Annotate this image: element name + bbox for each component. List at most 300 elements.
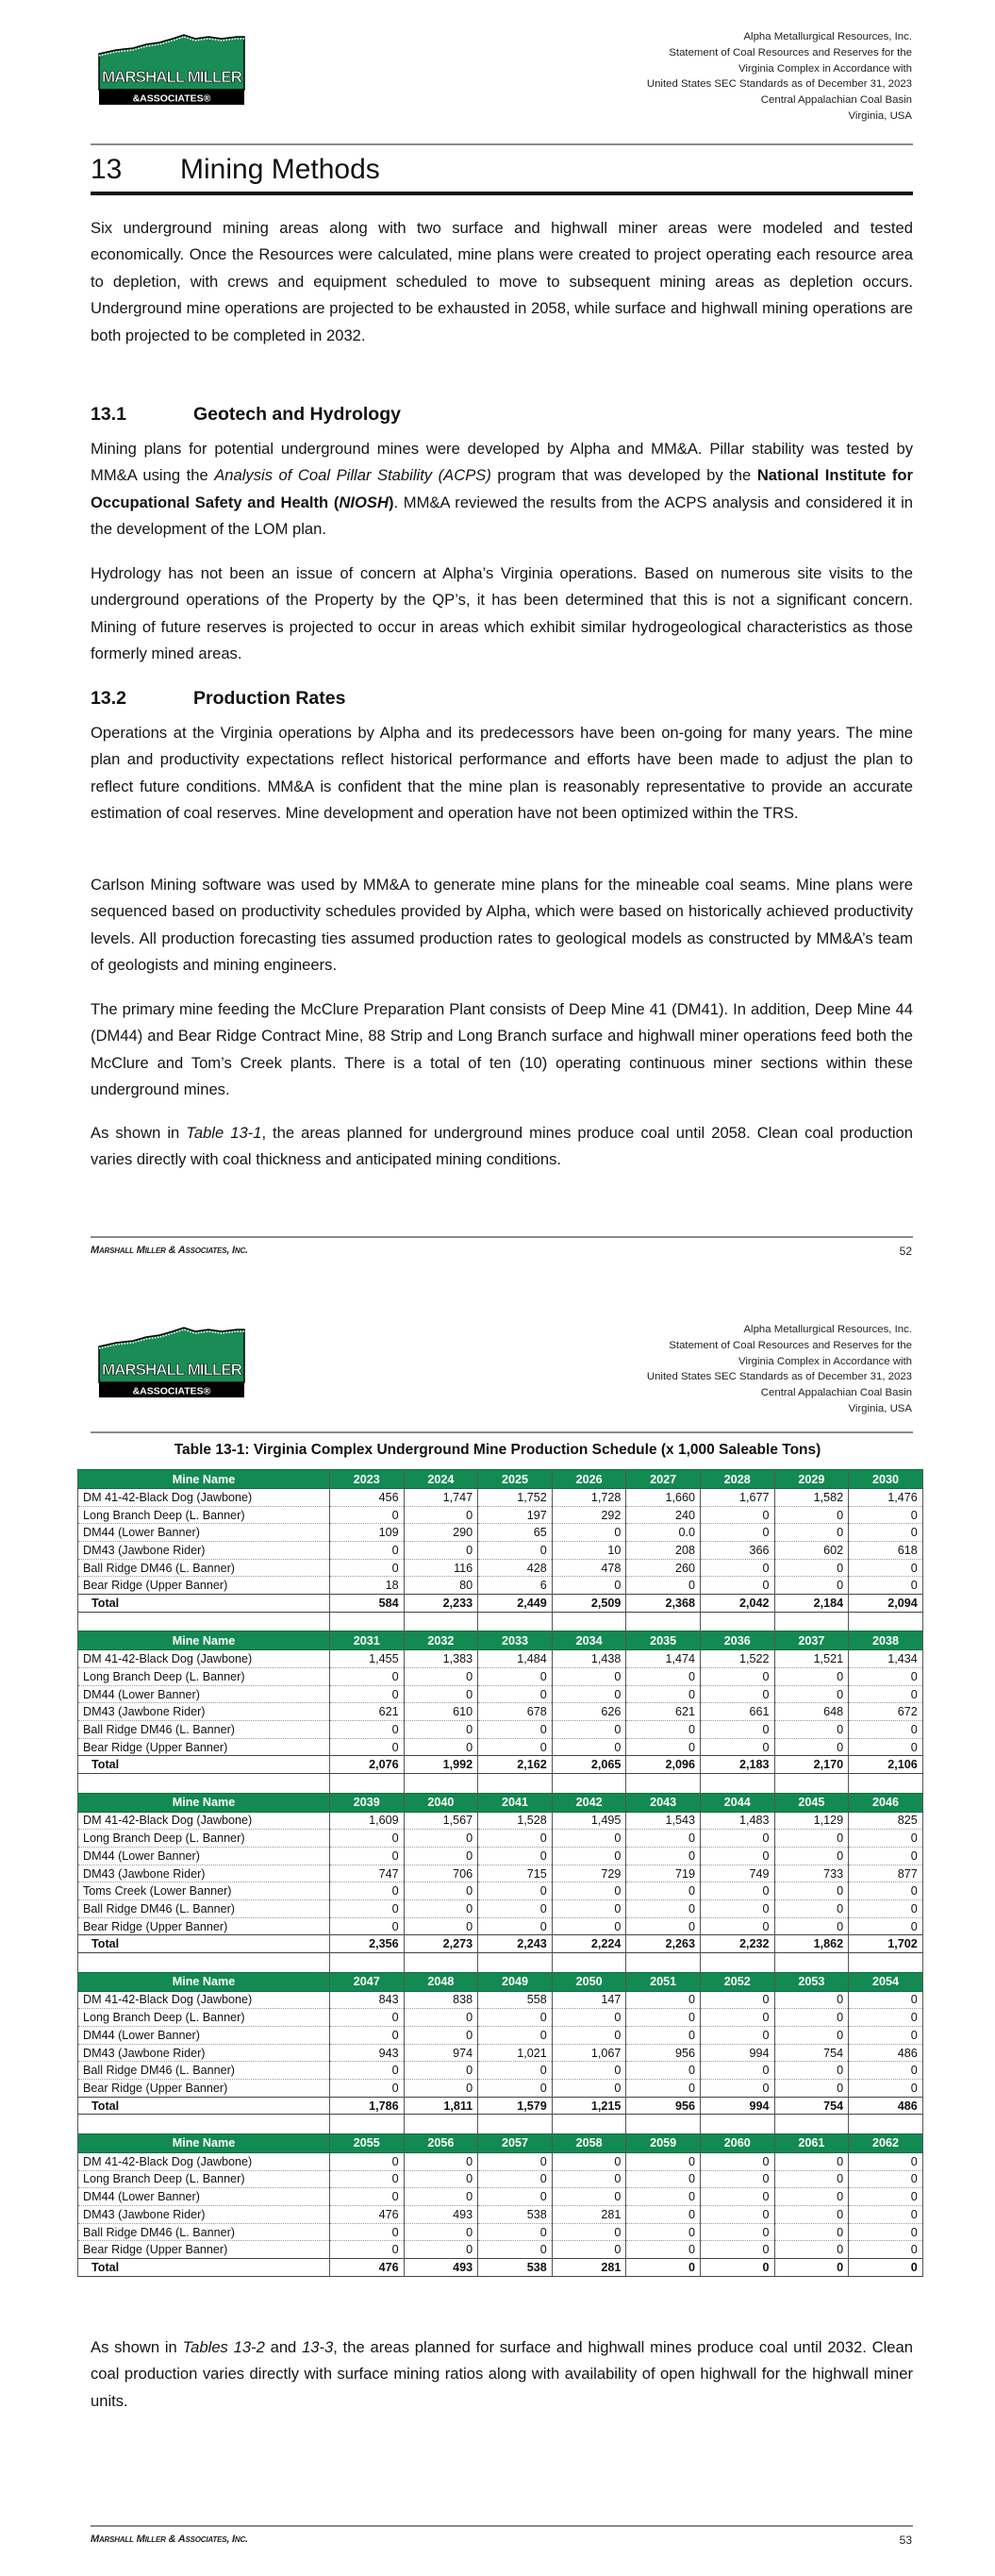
tonnage-cell: 0 xyxy=(552,1668,626,1686)
tonnage-cell: 0 xyxy=(849,2223,923,2241)
column-header-year: 2023 xyxy=(330,1470,405,1489)
tonnage-cell: 0 xyxy=(626,2188,701,2206)
total-cell: 2,224 xyxy=(552,1935,626,1953)
column-header-year: 2053 xyxy=(774,1972,849,1991)
spacer-cell xyxy=(552,2115,626,2134)
table-spacer-row xyxy=(78,1953,923,1973)
tonnage-cell: 1,528 xyxy=(478,1812,553,1830)
tonnage-cell: 0 xyxy=(478,1685,553,1703)
mine-name-cell: DM 41-42-Black Dog (Jawbone) xyxy=(78,1812,330,1830)
text-run: program that was developed by the xyxy=(490,466,757,485)
tonnage-cell: 0 xyxy=(478,2009,553,2027)
page-number: 52 xyxy=(899,1245,912,1258)
tonnage-cell: 18 xyxy=(330,1577,405,1595)
tonnage-cell: 65 xyxy=(478,1524,553,1542)
tonnage-cell: 0 xyxy=(404,2027,478,2045)
total-cell: 0 xyxy=(774,2259,849,2277)
tonnage-cell: 678 xyxy=(478,1703,553,1721)
tonnage-cell: 0 xyxy=(774,1830,849,1848)
tonnage-cell: 0 xyxy=(404,2170,478,2188)
column-header-year: 2046 xyxy=(849,1793,923,1812)
table-total-row xyxy=(78,1595,923,1613)
mine-name-cell: DM 41-42-Black Dog (Jawbone) xyxy=(78,1489,330,1507)
column-header-year: 2032 xyxy=(404,1631,478,1650)
total-cell: 2,042 xyxy=(700,1595,774,1613)
tonnage-cell: 994 xyxy=(700,2044,774,2062)
spacer-cell xyxy=(404,2115,478,2134)
tonnage-cell: 0 xyxy=(849,1524,923,1542)
tonnage-cell: 0 xyxy=(849,2152,923,2170)
tonnage-cell: 0 xyxy=(626,1577,701,1595)
total-cell: 281 xyxy=(552,2259,626,2277)
tonnage-cell: 747 xyxy=(330,1865,405,1882)
production-paragraph-3: The primary mine feeding the McClure Preparation Plant consists of Deep Mine 41 (DM41). In addition, Deep Mine 44 (DM44) and Bear Ridge Contract Mine, 88 Strip and Long Branch surface and highwall miner operations feed both the McClure and Tom’s Creek plants. There is a total of ten (10) operating continuous miner sections within these underground mines. xyxy=(91,1000,913,1099)
tonnage-cell: 0 xyxy=(552,2080,626,2098)
tonnage-cell: 0 xyxy=(626,1685,701,1703)
tonnage-cell: 0 xyxy=(700,1848,774,1865)
table-header-row xyxy=(78,1972,923,1991)
table-reference: Table 13-1 xyxy=(186,1124,262,1142)
total-cell: 1,811 xyxy=(404,2097,478,2115)
tonnage-cell: 80 xyxy=(404,1577,478,1595)
tonnage-cell: 0 xyxy=(774,1685,849,1703)
tonnage-cell: 715 xyxy=(478,1865,553,1882)
tonnage-cell: 0 xyxy=(404,1542,478,1560)
tonnage-cell: 260 xyxy=(626,1559,701,1577)
column-header-year: 2050 xyxy=(552,1972,626,1991)
table-row xyxy=(78,1900,923,1918)
tonnage-cell: 292 xyxy=(552,1506,626,1524)
tonnage-cell: 0 xyxy=(774,1738,849,1756)
tonnage-cell: 0 xyxy=(552,1577,626,1595)
table-row xyxy=(78,1991,923,2009)
tonnage-cell: 240 xyxy=(626,1506,701,1524)
column-header-year: 2044 xyxy=(700,1793,774,1812)
tonnage-cell: 733 xyxy=(774,1865,849,1882)
mine-name-cell: DM 41-42-Black Dog (Jawbone) xyxy=(78,1991,330,2009)
header-line: United States SEC Standards as of December 31, 2023 xyxy=(646,78,912,91)
total-cell: 956 xyxy=(626,2097,701,2115)
tonnage-cell: 0 xyxy=(478,1900,553,1918)
header-line: Virginia Complex in Accordance with xyxy=(738,1355,912,1367)
column-header-year: 2042 xyxy=(552,1793,626,1812)
text-run: As shown in xyxy=(91,1124,187,1142)
column-header-year: 2054 xyxy=(849,1972,923,1991)
tonnage-cell: 0 xyxy=(700,1668,774,1686)
tonnage-cell: 1,728 xyxy=(552,1489,626,1507)
tonnage-cell: 621 xyxy=(330,1703,405,1721)
mine-name-cell: Long Branch Deep (L. Banner) xyxy=(78,1668,330,1686)
column-header-year: 2039 xyxy=(330,1793,405,1812)
tonnage-cell: 197 xyxy=(478,1506,553,1524)
table-header-row xyxy=(78,1470,923,1489)
tonnage-cell: 0 xyxy=(626,2062,701,2080)
report-header-text xyxy=(647,1322,912,1417)
spacer-cell xyxy=(849,1612,923,1631)
spacer-cell xyxy=(626,1953,701,1973)
mine-name-cell: Long Branch Deep (L. Banner) xyxy=(78,1830,330,1848)
tonnage-cell: 10 xyxy=(552,1542,626,1560)
tonnage-cell: 0 xyxy=(626,2241,701,2259)
total-cell: 2,509 xyxy=(552,1595,626,1613)
tonnage-cell: 1,660 xyxy=(626,1489,701,1507)
mine-name-cell: Ball Ridge DM46 (L. Banner) xyxy=(78,1559,330,1577)
tonnage-cell: 0 xyxy=(552,1524,626,1542)
tonnage-cell: 1,434 xyxy=(849,1650,923,1668)
table-row xyxy=(78,1830,923,1848)
tonnage-cell: 0 xyxy=(404,1721,478,1739)
mine-name-cell: Bear Ridge (Upper Banner) xyxy=(78,1917,330,1935)
tonnage-cell: 877 xyxy=(849,1865,923,1882)
table-header-row xyxy=(78,1631,923,1650)
spacer-cell xyxy=(78,1774,330,1794)
spacer-cell xyxy=(78,1953,330,1973)
tonnage-cell: 478 xyxy=(552,1559,626,1577)
text-run: . MM&A reviewed the results from the ACPS analysis and considered it in the development of the LOM plan. xyxy=(91,493,913,539)
tonnage-cell: 0 xyxy=(404,1848,478,1865)
spacer-cell xyxy=(700,1953,774,1973)
column-header-year: 2034 xyxy=(552,1631,626,1650)
tonnage-cell: 0 xyxy=(404,1882,478,1900)
column-header-year: 2037 xyxy=(774,1631,849,1650)
spacer-cell xyxy=(700,1774,774,1794)
tonnage-cell: 0 xyxy=(774,2241,849,2259)
table-total-row xyxy=(78,2259,923,2277)
table-row xyxy=(78,2223,923,2241)
table-spacer-row xyxy=(78,2115,923,2134)
tonnage-cell: 0 xyxy=(626,1738,701,1756)
section-number: 13 xyxy=(91,154,123,185)
tonnage-cell: 0 xyxy=(774,2223,849,2241)
tonnage-cell: 1,455 xyxy=(330,1650,405,1668)
header-line: Statement of Coal Resources and Reserves for the xyxy=(669,1339,912,1351)
text-run: Mining plans for potential underground mines were developed by Alpha and MM&A. Pillar stability was tested by MM&A using the xyxy=(91,440,913,485)
tonnage-cell: 974 xyxy=(404,2044,478,2062)
tonnage-cell: 0 xyxy=(849,1685,923,1703)
tonnage-cell: 0 xyxy=(552,2009,626,2027)
total-cell: 2,065 xyxy=(552,1756,626,1774)
tonnage-cell: 754 xyxy=(774,2044,849,2062)
table-total-row xyxy=(78,1935,923,1953)
table-row xyxy=(78,1685,923,1703)
tonnage-cell: 0 xyxy=(849,2062,923,2080)
tonnage-cell: 0 xyxy=(849,2027,923,2045)
tonnage-cell: 1,067 xyxy=(552,2044,626,2062)
svg-text:MARSHALL MILLER: MARSHALL MILLER xyxy=(101,1361,242,1379)
column-header-year: 2051 xyxy=(626,1972,701,1991)
tonnage-cell: 1,609 xyxy=(330,1812,405,1830)
niosh-acronym: NIOSH xyxy=(339,493,389,511)
tonnage-cell: 0 xyxy=(700,2206,774,2224)
tonnage-cell: 0 xyxy=(552,2188,626,2206)
tonnage-cell: 0 xyxy=(626,2152,701,2170)
column-header-year: 2027 xyxy=(626,1470,701,1489)
mine-name-cell: DM44 (Lower Banner) xyxy=(78,2027,330,2045)
tonnage-cell: 838 xyxy=(404,1991,478,2009)
tonnage-cell: 486 xyxy=(849,2044,923,2062)
tonnage-cell: 208 xyxy=(626,1542,701,1560)
total-cell: 0 xyxy=(700,2259,774,2277)
tonnage-cell: 366 xyxy=(700,1542,774,1560)
spacer-cell xyxy=(330,1612,405,1631)
mine-name-cell: Long Branch Deep (L. Banner) xyxy=(78,2009,330,2027)
table-row xyxy=(78,1577,923,1595)
total-cell: 1,862 xyxy=(774,1935,849,1953)
total-cell: 476 xyxy=(330,2259,405,2277)
tonnage-cell: 0 xyxy=(700,2170,774,2188)
tonnage-cell: 0 xyxy=(700,2241,774,2259)
spacer-cell xyxy=(552,1953,626,1973)
tonnage-cell: 1,476 xyxy=(849,1489,923,1507)
column-header-year: 2052 xyxy=(700,1972,774,1991)
tonnage-cell: 0 xyxy=(700,2152,774,2170)
tonnage-cell: 109 xyxy=(330,1524,405,1542)
table-row xyxy=(78,2080,923,2098)
mine-name-cell: Ball Ridge DM46 (L. Banner) xyxy=(78,1721,330,1739)
tonnage-cell: 0 xyxy=(330,2080,405,2098)
column-header-year: 2056 xyxy=(404,2133,478,2152)
production-paragraph-2: Carlson Mining software was used by MM&A to generate mine plans for the mineable coal seams. Mine plans were sequenced based on productivity schedules provided by Alpha, which were based on historically achieved productivity levels. All production forecasting ties assumed production rates to geological models as constructed by MM&A’s team of geologists and mining engineers. xyxy=(91,876,913,975)
production-paragraph-1: Operations at the Virginia operations by Alpha and its predecessors have been on-going for many years. The mine plan and productivity expectations reflect historical performance and efforts have been made to adjust the plan to reflect future conditions. MM&A is confident that the mine plan is reasonably representative to provide an accurate estimation of coal reserves. Mine development and operation have not been optimized within the TRS. xyxy=(91,724,913,823)
total-cell: 1,992 xyxy=(404,1756,478,1774)
tonnage-cell: 0 xyxy=(774,1882,849,1900)
geotech-paragraph xyxy=(91,436,913,544)
tonnage-cell: 0 xyxy=(700,1559,774,1577)
tonnage-cell: 0 xyxy=(700,2188,774,2206)
tonnage-cell: 0 xyxy=(849,1721,923,1739)
total-cell: 2,076 xyxy=(330,1756,405,1774)
spacer-cell xyxy=(552,1612,626,1631)
mine-name-cell: DM 41-42-Black Dog (Jawbone) xyxy=(78,1650,330,1668)
tonnage-cell: 0 xyxy=(478,2080,553,2098)
total-cell: 2,449 xyxy=(478,1595,553,1613)
tonnage-cell: 1,567 xyxy=(404,1812,478,1830)
footer-company: Marshall Miller & Associates, Inc. xyxy=(91,1245,248,1256)
column-header-year: 2059 xyxy=(626,2133,701,2152)
header-line: Alpha Metallurgical Resources, Inc. xyxy=(743,1324,912,1335)
tonnage-cell: 0 xyxy=(774,1506,849,1524)
column-header-year: 2029 xyxy=(774,1470,849,1489)
total-cell: 2,273 xyxy=(404,1935,478,1953)
marshall-miller-logo-icon xyxy=(97,33,248,109)
total-cell: 2,233 xyxy=(404,1595,478,1613)
tonnage-cell: 706 xyxy=(404,1865,478,1882)
table-row xyxy=(78,2206,923,2224)
tonnage-cell: 1,521 xyxy=(774,1650,849,1668)
table-row xyxy=(78,1506,923,1524)
column-header-year: 2043 xyxy=(626,1793,701,1812)
column-header-year: 2025 xyxy=(478,1470,553,1489)
heading-underline xyxy=(91,192,913,195)
tonnage-cell: 0 xyxy=(700,2027,774,2045)
table-total-row xyxy=(78,1756,923,1774)
column-header-year: 2058 xyxy=(552,2133,626,2152)
table-row xyxy=(78,2009,923,2027)
spacer-cell xyxy=(626,2115,701,2134)
table-row xyxy=(78,2062,923,2080)
tonnage-cell: 0 xyxy=(626,1830,701,1848)
subsection-heading-13-2 xyxy=(91,688,345,710)
tonnage-cell: 0 xyxy=(478,1917,553,1935)
tonnage-cell: 0 xyxy=(849,2188,923,2206)
column-header-year: 2036 xyxy=(700,1631,774,1650)
page-number: 53 xyxy=(899,2534,912,2547)
tonnage-cell: 0 xyxy=(330,1900,405,1918)
tonnage-cell: 1,543 xyxy=(626,1812,701,1830)
tonnage-cell: 0 xyxy=(330,1721,405,1739)
tonnage-cell: 0 xyxy=(774,1991,849,2009)
svg-text:&ASSOCIATES®: &ASSOCIATES® xyxy=(132,92,211,105)
tonnage-cell: 0 xyxy=(774,2188,849,2206)
text-run: As shown in xyxy=(91,2338,183,2356)
tonnage-cell: 6 xyxy=(478,1577,553,1595)
tonnage-cell: 0 xyxy=(626,1882,701,1900)
tonnage-cell: 0.0 xyxy=(626,1524,701,1542)
tonnage-cell: 0 xyxy=(404,2062,478,2080)
column-header-mine-name: Mine Name xyxy=(78,1972,330,1991)
footer-divider xyxy=(91,1236,913,1238)
table-row xyxy=(78,1917,923,1935)
tonnage-cell: 1,438 xyxy=(552,1650,626,1668)
svg-text:&ASSOCIATES®: &ASSOCIATES® xyxy=(132,1385,211,1397)
tonnage-cell: 0 xyxy=(330,2170,405,2188)
spacer-cell xyxy=(700,1612,774,1631)
production-paragraph-4 xyxy=(91,1120,913,1174)
total-cell: 994 xyxy=(700,2097,774,2115)
tonnage-cell: 0 xyxy=(330,1830,405,1848)
spacer-cell xyxy=(478,1612,553,1631)
tonnage-cell: 626 xyxy=(552,1703,626,1721)
table-total-row xyxy=(78,2097,923,2115)
text-run: and xyxy=(264,2338,303,2356)
spacer-cell xyxy=(849,1953,923,1973)
table-reference: Tables 13-2 xyxy=(182,2338,265,2356)
tonnage-cell: 719 xyxy=(626,1865,701,1882)
spacer-cell xyxy=(478,2115,553,2134)
tonnage-cell: 558 xyxy=(478,1991,553,2009)
tonnage-cell: 0 xyxy=(330,1917,405,1935)
subsection-number: 13.1 xyxy=(91,404,126,425)
mine-name-cell: DM44 (Lower Banner) xyxy=(78,1685,330,1703)
total-cell: 2,263 xyxy=(626,1935,701,1953)
tonnage-cell: 0 xyxy=(849,1882,923,1900)
tonnage-cell: 0 xyxy=(404,1506,478,1524)
tonnage-cell: 116 xyxy=(404,1559,478,1577)
tonnage-cell: 0 xyxy=(552,1848,626,1865)
total-cell: 2,096 xyxy=(626,1756,701,1774)
tonnage-cell: 602 xyxy=(774,1542,849,1560)
spacer-cell xyxy=(552,1774,626,1794)
total-cell: 2,094 xyxy=(849,1595,923,1613)
tonnage-cell: 0 xyxy=(330,2241,405,2259)
table-row xyxy=(78,1650,923,1668)
tonnage-cell: 0 xyxy=(552,1900,626,1918)
total-cell: 493 xyxy=(404,2259,478,2277)
total-cell: 584 xyxy=(330,1595,405,1613)
tonnage-cell: 0 xyxy=(330,2027,405,2045)
tonnage-cell: 0 xyxy=(404,2152,478,2170)
tonnage-cell: 0 xyxy=(774,2062,849,2080)
header-line: United States SEC Standards as of December 31, 2023 xyxy=(646,1371,912,1383)
mine-name-cell: DM43 (Jawbone Rider) xyxy=(78,2206,330,2224)
table-row xyxy=(78,1848,923,1865)
tonnage-cell: 0 xyxy=(552,1721,626,1739)
tonnage-cell: 0 xyxy=(626,1668,701,1686)
spacer-cell xyxy=(774,1612,849,1631)
total-cell: 2,183 xyxy=(700,1756,774,1774)
tonnage-cell: 0 xyxy=(774,1721,849,1739)
tonnage-cell: 0 xyxy=(849,1830,923,1848)
column-header-year: 2030 xyxy=(849,1470,923,1489)
tonnage-cell: 0 xyxy=(700,2223,774,2241)
column-header-year: 2048 xyxy=(404,1972,478,1991)
spacer-cell xyxy=(478,1953,553,1973)
tonnage-cell: 0 xyxy=(774,2206,849,2224)
tonnage-cell: 0 xyxy=(330,2188,405,2206)
tonnage-cell: 0 xyxy=(552,1738,626,1756)
tonnage-cell: 1,483 xyxy=(700,1812,774,1830)
tonnage-cell: 0 xyxy=(626,2027,701,2045)
production-schedule-table xyxy=(77,1469,923,2277)
tonnage-cell: 0 xyxy=(849,1848,923,1865)
total-cell: 2,232 xyxy=(700,1935,774,1953)
mine-name-cell: Bear Ridge (Upper Banner) xyxy=(78,2241,330,2259)
tonnage-cell: 0 xyxy=(700,1506,774,1524)
total-cell: 2,184 xyxy=(774,1595,849,1613)
tonnage-cell: 0 xyxy=(626,1721,701,1739)
tonnage-cell: 0 xyxy=(404,2009,478,2027)
column-header-year: 2057 xyxy=(478,2133,553,2152)
spacer-cell xyxy=(404,1612,478,1631)
table-spacer-row xyxy=(78,1612,923,1631)
tonnage-cell: 0 xyxy=(774,1848,849,1865)
tonnage-cell: 0 xyxy=(849,1738,923,1756)
report-header-text xyxy=(647,29,912,125)
header-line: Alpha Metallurgical Resources, Inc. xyxy=(743,31,912,42)
subsection-title: Production Rates xyxy=(193,688,346,709)
tonnage-cell: 0 xyxy=(404,1668,478,1686)
table-row xyxy=(78,2152,923,2170)
header-line: Virginia Complex in Accordance with xyxy=(738,62,912,75)
tonnage-cell: 1,747 xyxy=(404,1489,478,1507)
tonnage-cell: 843 xyxy=(330,1991,405,2009)
column-header-year: 2033 xyxy=(478,1631,553,1650)
tonnage-cell: 0 xyxy=(330,2152,405,2170)
column-header-mine-name: Mine Name xyxy=(78,2133,330,2152)
tonnage-cell: 0 xyxy=(849,1506,923,1524)
tonnage-cell: 0 xyxy=(478,2027,553,2045)
tonnage-cell: 0 xyxy=(849,2241,923,2259)
tonnage-cell: 0 xyxy=(626,2206,701,2224)
tonnage-cell: 0 xyxy=(849,2206,923,2224)
tonnage-cell: 0 xyxy=(330,1685,405,1703)
tonnage-cell: 0 xyxy=(330,1559,405,1577)
total-cell: 1,215 xyxy=(552,2097,626,2115)
subsection-title: Geotech and Hydrology xyxy=(193,404,401,425)
section-title: Mining Methods xyxy=(180,154,380,185)
column-header-year: 2061 xyxy=(774,2133,849,2152)
tonnage-cell: 0 xyxy=(330,1506,405,1524)
mine-name-cell: Bear Ridge (Upper Banner) xyxy=(78,1738,330,1756)
total-cell: 486 xyxy=(849,2097,923,2115)
tonnage-cell: 538 xyxy=(478,2206,553,2224)
spacer-cell xyxy=(700,2115,774,2134)
total-label: Total xyxy=(78,2259,330,2277)
text-run: , the areas planned for underground mines produce coal until 2058. Clean coal production varies directly with coal thickness and anticipated mining conditions. xyxy=(91,1124,914,1169)
tonnage-cell: 0 xyxy=(478,2241,553,2259)
column-header-year: 2041 xyxy=(478,1793,553,1812)
spacer-cell xyxy=(330,2115,405,2134)
